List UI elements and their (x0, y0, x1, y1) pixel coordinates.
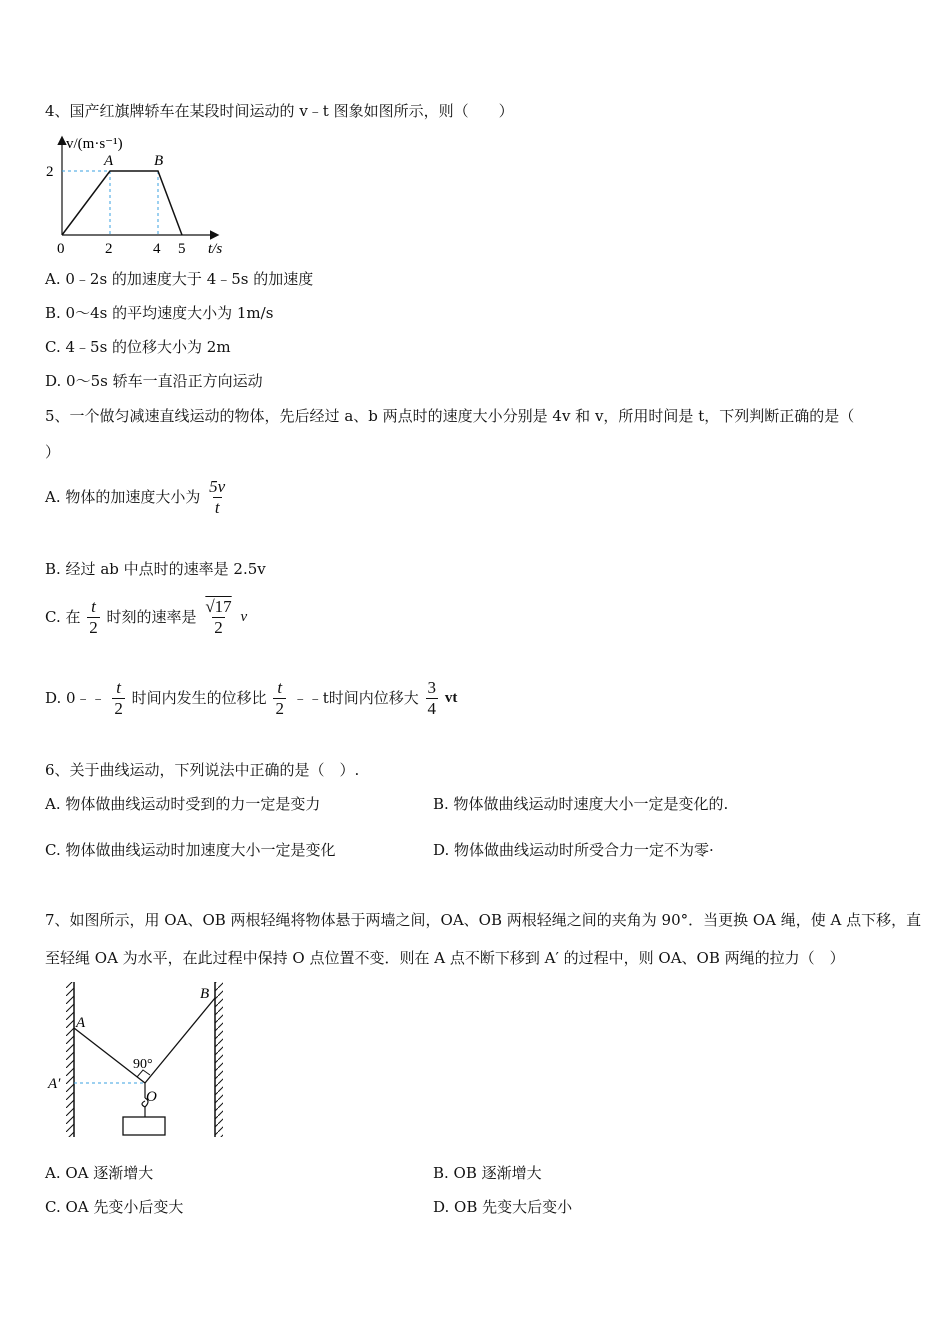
q4-option-c: C. 4﹣5s 的位移大小为 2m (45, 338, 231, 356)
y-tick-2: 2 (46, 164, 54, 180)
q5-option-d-end: vt (444, 690, 458, 706)
x-tick-4: 4 (153, 241, 161, 257)
frac-den: 2 (275, 698, 284, 718)
q5-option-d-mid1: 时间内发生的位移比 (131, 689, 267, 707)
frac-num: 3 (427, 677, 437, 697)
label-o: O (146, 1089, 157, 1105)
xlabel: t/s (208, 241, 223, 257)
q7-option-b: B. OB 逐渐增大 (433, 1164, 542, 1182)
q7-stem-line1: 7、如图所示，用 OA、OB 两根轻绳将物体悬于两墙之间，OA、OB 两根轻绳之间的夹角为 90°．当更换 OA 绳，使 A 点下移，直 (45, 911, 922, 929)
x-tick-0: 0 (57, 241, 65, 257)
rope-oa (74, 1028, 145, 1083)
q5-option-d-fraction-2 (273, 678, 286, 719)
frac-num: 5v (209, 476, 226, 496)
frac-num: t (116, 677, 121, 697)
x-tick-2: 2 (105, 241, 113, 257)
frac-den: 2 (89, 617, 98, 637)
q5-option-c-mid: 时刻的速率是 (106, 608, 197, 626)
q4-option-b: B. 0～4s 的平均速度大小为 1m/s (45, 304, 274, 322)
q5-option-b: B. 经过 ab 中点时的速率是 2.5v (45, 560, 266, 578)
frac-den: t (214, 497, 220, 517)
frac-num: t (277, 677, 283, 697)
q5-option-a (45, 476, 229, 518)
label-a-prime: A′ (48, 1076, 61, 1092)
q4-stem: 4、国产红旗牌轿车在某段时间运动的 v﹣t 图象如图所示，则（ ） (45, 102, 514, 120)
frac-den: 2 (114, 698, 123, 718)
q4-option-a: A. 0﹣2s 的加速度大于 4﹣5s 的加速度 (45, 270, 314, 288)
label-a: A (76, 1015, 86, 1031)
q7-stem-line2: 至轻绳 OA 为水平，在此过程中保持 O 点位置不变．则在 A 点不断下移到 A′ 的过程中，则 OA、OB 两绳的拉力（ ） (45, 949, 845, 967)
q7-option-a: A. OA 逐渐增大 (45, 1164, 154, 1182)
frac-num: t (91, 596, 96, 616)
ylabel: v/(m·s⁻¹) (66, 136, 123, 152)
q5-option-a-text: A. 物体的加速度大小为 (45, 488, 201, 506)
q5-option-a-fraction (207, 477, 227, 518)
label-b: B (154, 153, 164, 169)
q6-option-b: B. 物体做曲线运动时速度大小一定是变化的. (433, 795, 729, 813)
q4-option-d: D. 0～5s 轿车一直沿正方向运动 (45, 372, 263, 390)
q7-figure (42, 980, 232, 1145)
q6-option-c: C. 物体做曲线运动时加速度大小一定是变化 (45, 841, 336, 859)
q6-option-a: A. 物体做曲线运动时受到的力一定是变力 (45, 795, 321, 813)
q7-option-c: C. OA 先变小后变大 (45, 1198, 184, 1216)
q5-option-d-fraction-1 (112, 678, 125, 719)
rope-ob (145, 998, 215, 1083)
frac-num-sqrt: √17 (205, 596, 232, 616)
frac-den: 2 (214, 617, 223, 637)
label-b: B (200, 986, 210, 1002)
q4-vt-graph (42, 130, 242, 260)
frac-den: 4 (427, 698, 437, 718)
q5-option-c-speed-fraction (203, 597, 233, 638)
q5-option-c-time-fraction (87, 597, 100, 638)
q6-stem: 6、关于曲线运动，下列说法中正确的是（ ）. (45, 761, 360, 779)
q5-option-d (45, 677, 457, 719)
q5-option-c-prefix: C. 在 (45, 608, 81, 626)
vt-series-line (62, 171, 182, 235)
angle-label: 90° (133, 1057, 153, 1072)
q5-option-c (45, 596, 247, 638)
q7-option-d: D. OB 先变大后变小 (433, 1198, 573, 1216)
q5-option-d-fraction-3 (426, 678, 439, 719)
weight-block (123, 1117, 165, 1135)
label-a: A (104, 153, 114, 169)
left-wall-hatch (66, 982, 74, 1137)
q5-option-d-prefix: D. 0﹣﹣ (45, 689, 106, 707)
q5-stem-line2: ） (45, 443, 61, 461)
q5-stem-line1: 5、一个做匀减速直线运动的物体，先后经过 a、b 两点时的速度大小分别是 4v 和 v，所用时间是 t，下列判断正确的是（ (45, 407, 855, 425)
right-wall-hatch (215, 982, 223, 1137)
q5-option-d-mid2: ﹣﹣t时间内位移大 (292, 689, 419, 707)
q5-option-c-v: v (240, 609, 248, 625)
q6-option-d: D. 物体做曲线运动时所受合力一定不为零· (433, 841, 714, 859)
x-tick-5: 5 (178, 241, 186, 257)
